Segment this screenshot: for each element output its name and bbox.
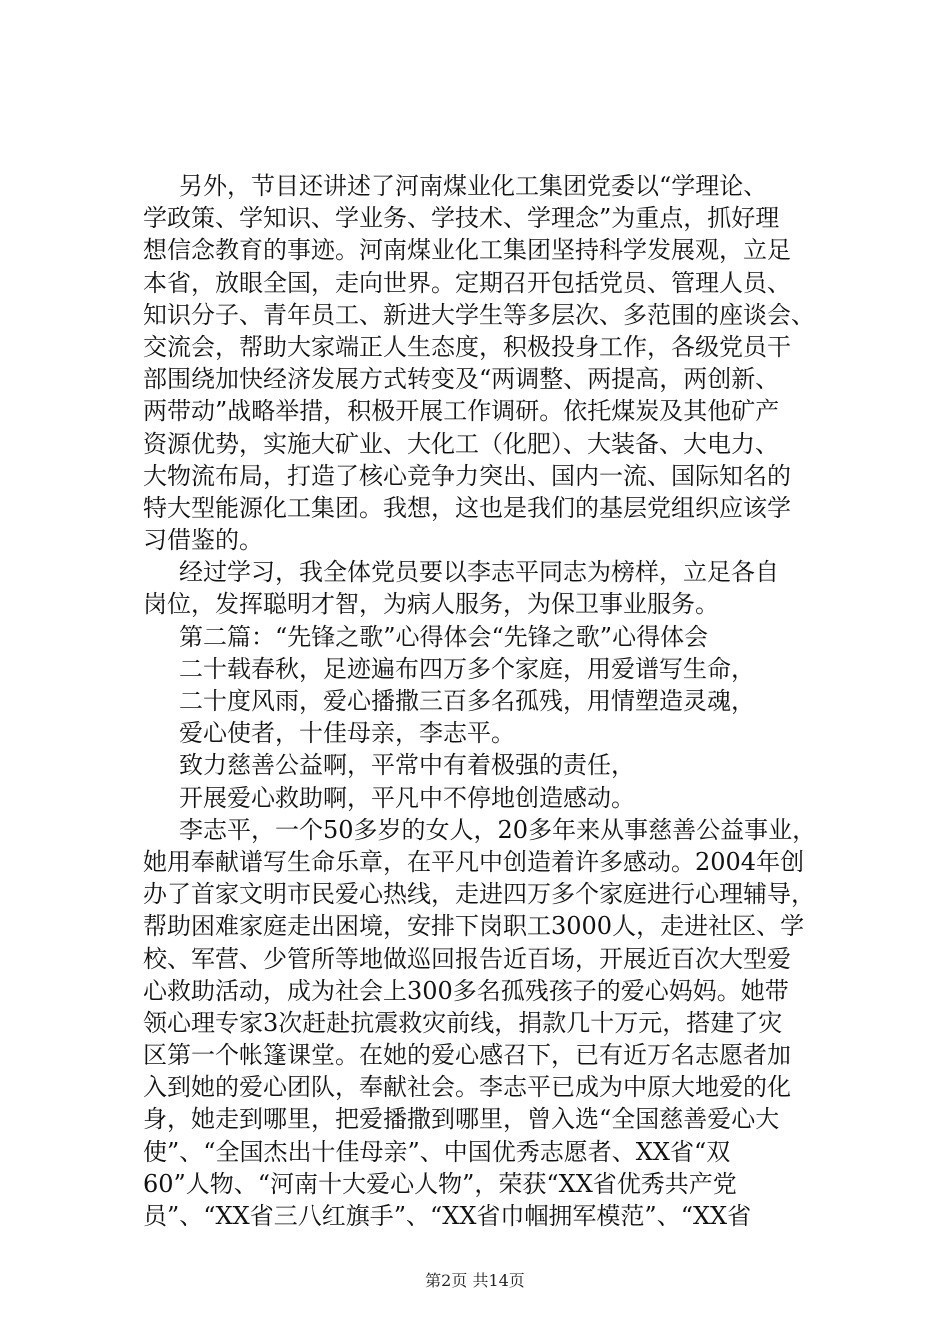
text-line: 帮助困难家庭走出困境，安排下岗职工3000人，走进社区、学	[143, 912, 805, 941]
text-line: 使”、“全国杰出十佳母亲”、中国优秀志愿者、XX省“双	[143, 1137, 731, 1166]
text-line: 领心理专家3次赶赴抗震救灾前线，捐款几十万元，搭建了灾	[143, 1008, 783, 1037]
section-heading: 第二篇：“先锋之歌”心得体会“先锋之歌”心得体会	[179, 622, 709, 651]
text-line: 她用奉献谱写生命乐章，在平凡中创造着许多感动。2004年创	[143, 847, 805, 876]
text-line: 校、军营、少管所等地做巡回报告近百场，开展近百次大型爱	[143, 944, 791, 973]
text-line: 李志平，一个50多岁的女人，20多年来从事慈善公益事业，	[179, 815, 817, 844]
text-line: 知识分子、青年员工、新进大学生等多层次、多范围的座谈会、	[143, 300, 815, 329]
poem-line: 致力慈善公益啊，平常中有着极强的责任，	[179, 751, 635, 780]
text-line: 交流会，帮助大家端正人生态度，积极投身工作，各级党员干	[143, 332, 791, 361]
text-line: 大物流布局，打造了核心竞争力突出、国内一流、国际知名的	[143, 461, 791, 490]
text-line: 员”、“XX省三八红旗手”、“XX省巾帼拥军模范”、“XX省	[143, 1202, 752, 1230]
text-line: 60”人物、“河南十大爱心人物”，荣获“XX省优秀共产党	[143, 1169, 737, 1198]
text-line: 特大型能源化工集团。我想，这也是我们的基层党组织应该学	[143, 493, 791, 522]
text-line: 经过学习，我全体党员要以李志平同志为榜样，立足各自	[179, 558, 779, 587]
text-line: 想信念教育的事迹。河南煤业化工集团坚持科学发展观，立足	[143, 236, 791, 265]
text-line: 习借鉴的。	[143, 526, 263, 555]
poem-line: 开展爱心救助啊，平凡中不停地创造感动。	[179, 783, 635, 812]
text-line: 入到她的爱心团队，奉献社会。李志平已成为中原大地爱的化	[143, 1073, 791, 1102]
text-line: 心救助活动，成为社会上300多名孤残孩子的爱心妈妈。她带	[143, 976, 789, 1005]
text-line: 办了首家文明市民爱心热线，走进四万多个家庭进行心理辅导，	[143, 880, 815, 909]
text-line: 资源优势，实施大矿业、大化工（化肥）、大装备、大电力、	[143, 429, 779, 458]
poem-line: 爱心使者，十佳母亲，李志平。	[179, 719, 515, 748]
text-line: 学政策、学知识、学业务、学技术、学理念”为重点，抓好理	[143, 204, 780, 233]
text-line: 部围绕加快经济发展方式转变及“两调整、两提高，两创新、	[143, 365, 780, 394]
text-line: 两带动”战略举措，积极开展工作调研。依托煤炭及其他矿产	[143, 397, 780, 426]
page-number-footer: 第2页 共14页	[425, 1271, 525, 1290]
text-line: 另外，节目还讲述了河南煤业化工集团党委以“学理论、	[179, 172, 768, 200]
text-line: 区第一个帐篷课堂。在她的爱心感召下，已有近万名志愿者加	[143, 1041, 791, 1070]
poem-line: 二十载春秋，足迹遍布四万多个家庭，用爱谱写生命，	[179, 654, 755, 683]
document-body	[143, 170, 843, 1232]
text-line: 岗位，发挥聪明才智，为病人服务，为保卫事业服务。	[143, 590, 719, 619]
poem-line: 二十度风雨，爱心播撒三百多名孤残，用情塑造灵魂，	[179, 687, 755, 715]
text-line: 本省，放眼全国，走向世界。定期召开包括党员、管理人员、	[143, 268, 791, 297]
text-line: 身，她走到哪里，把爱播撒到哪里，曾入选“全国慈善爱心大	[143, 1105, 780, 1134]
